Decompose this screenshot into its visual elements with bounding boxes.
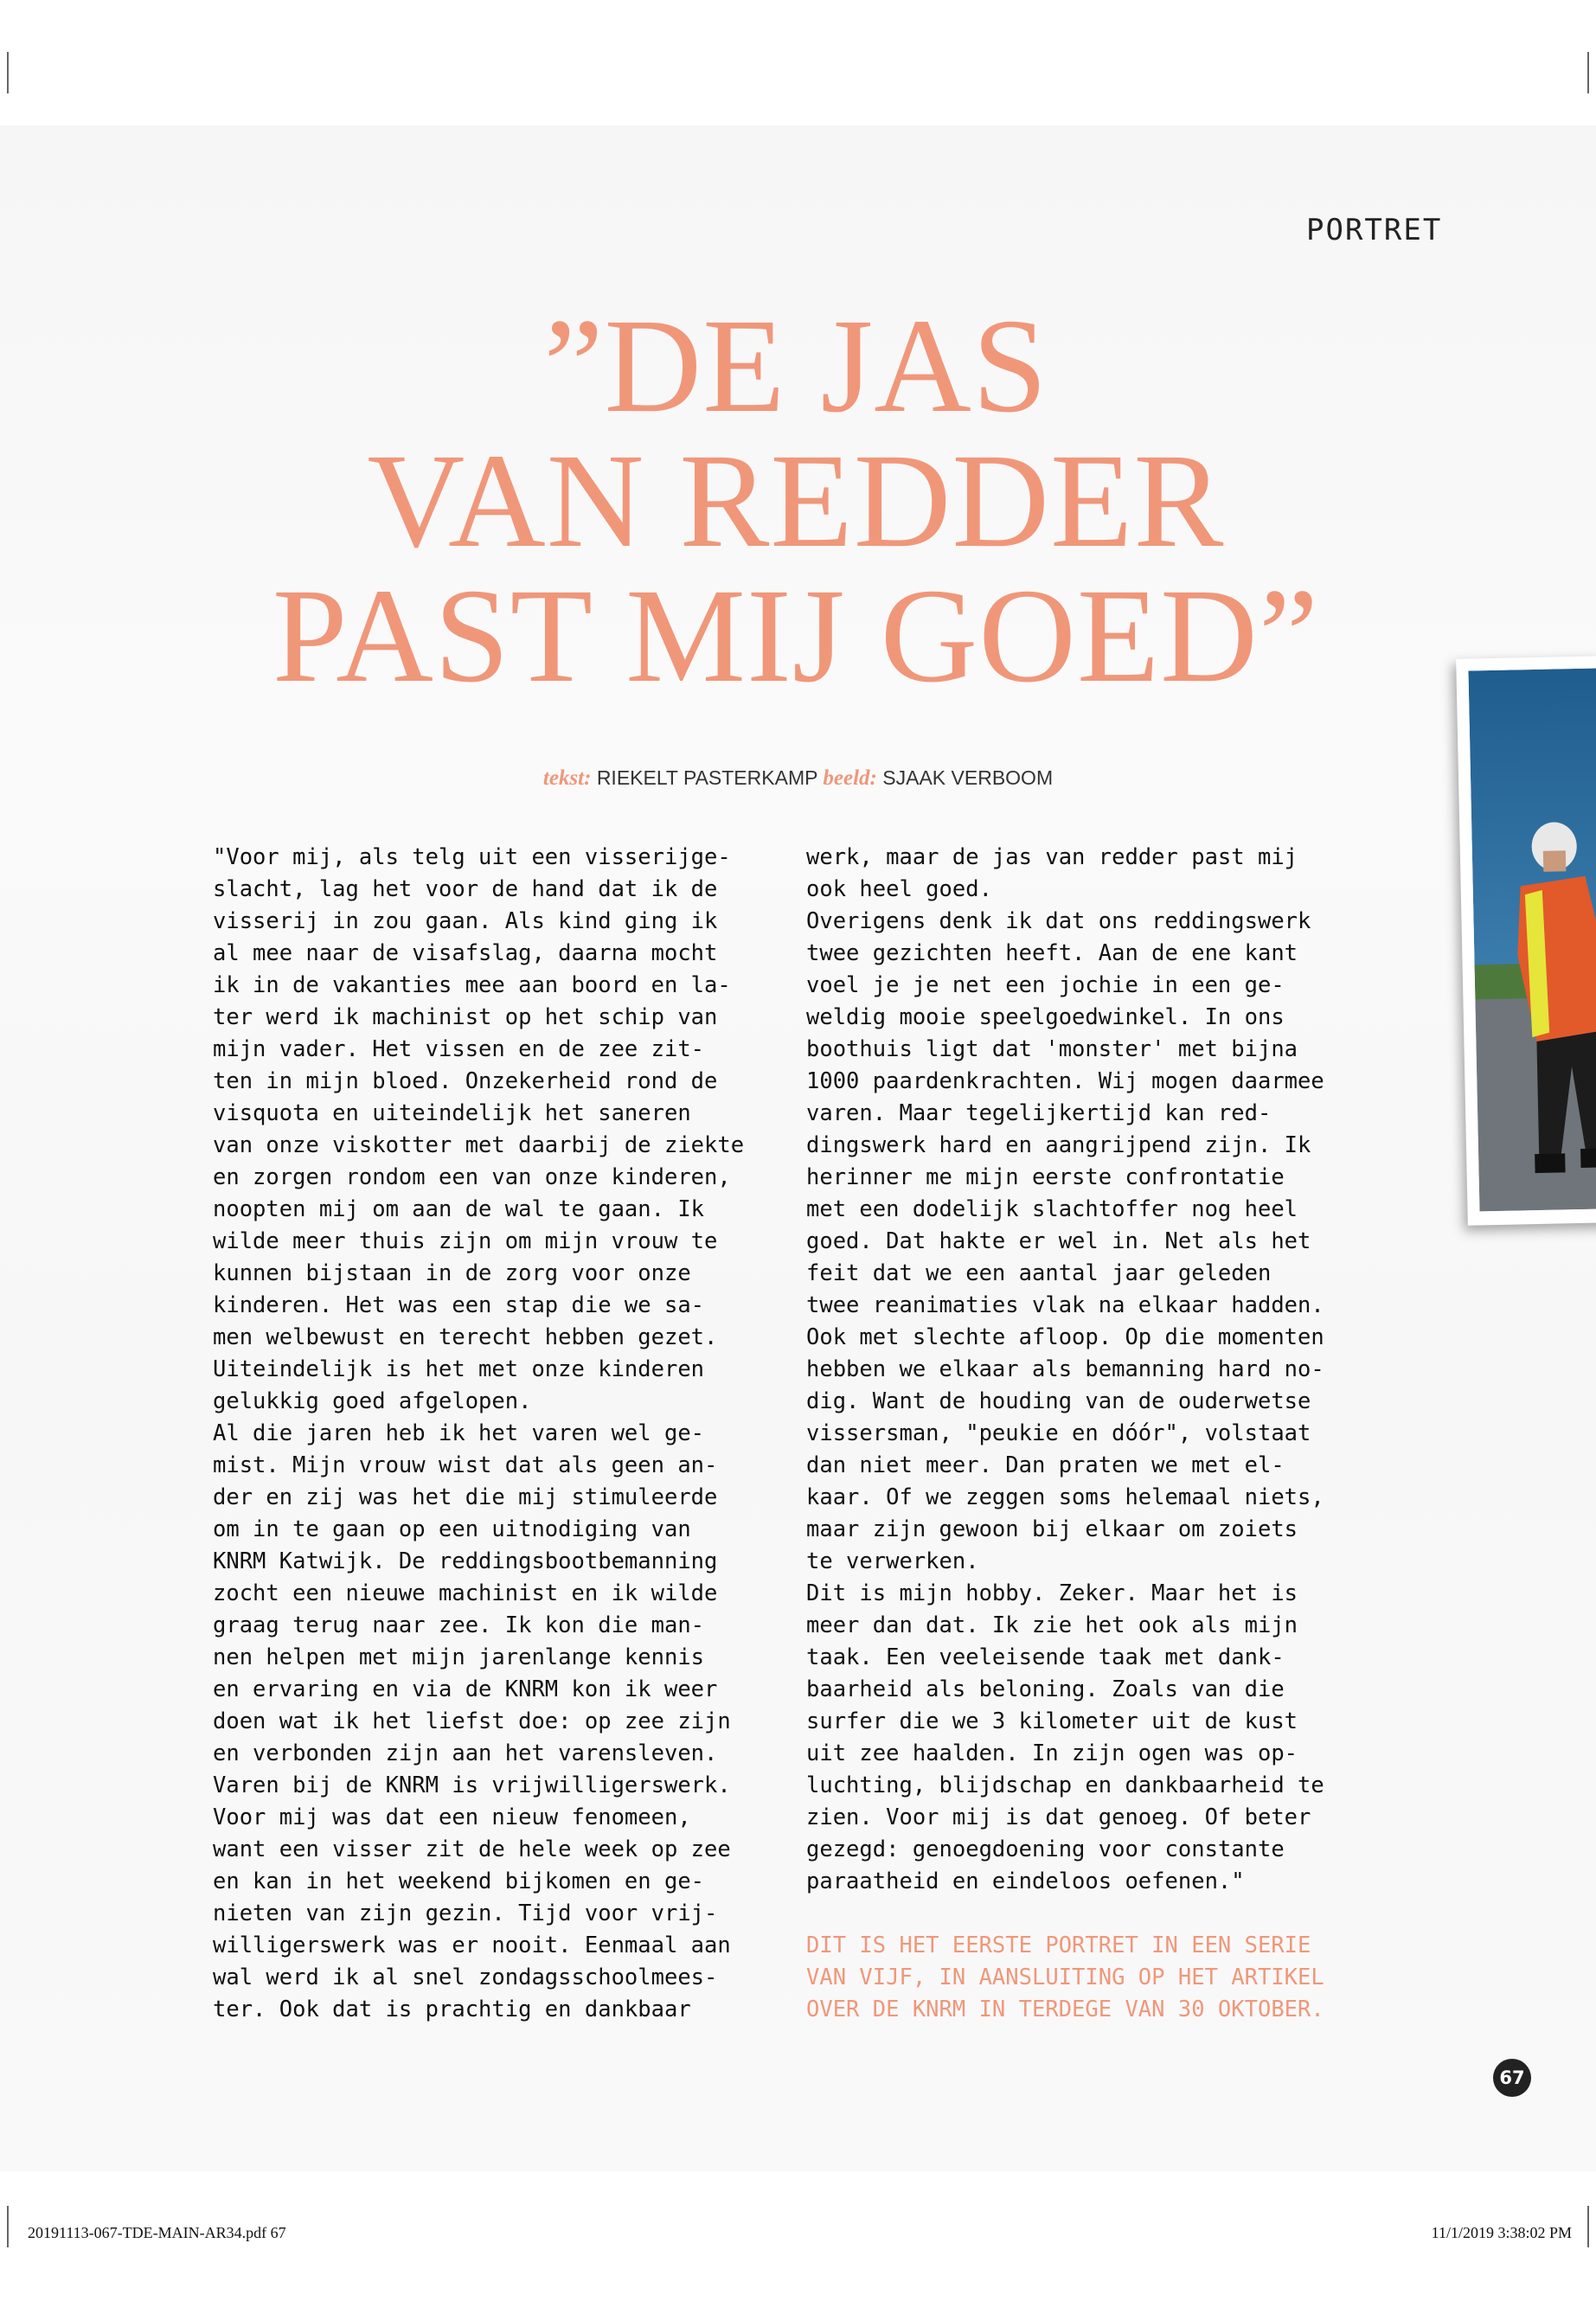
- body-column-right: [806, 842, 1324, 2026]
- text-line: en verbonden zijn aan het varensleven.: [213, 1740, 718, 1766]
- text-line: hebben we elkaar als bemanning hard no-: [806, 1356, 1324, 1382]
- crop-mark-bottom-left: [7, 2206, 9, 2247]
- text-line: Varen bij de KNRM is vrijwilligerswerk.: [213, 1772, 731, 1798]
- text-line: want een visser zit de hele week op zee: [213, 1836, 731, 1862]
- text-line: meer dan dat. Ik zie het ook als mijn: [806, 1612, 1298, 1638]
- page-number: 67: [1493, 2059, 1531, 2097]
- text-line: willigerswerk was er nooit. Eenmaal aan: [213, 1932, 731, 1958]
- text-line: zocht een nieuwe machinist en ik wilde: [213, 1580, 718, 1606]
- text-line: wilde meer thuis zijn om mijn vrouw te: [213, 1228, 718, 1254]
- crop-mark-top-left: [7, 52, 9, 93]
- text-line: surfer die we 3 kilometer uit de kust: [806, 1708, 1298, 1734]
- footer-filename: 20191113-067-TDE-MAIN-AR34.pdf 67: [28, 2224, 286, 2241]
- byline-photo-label: beeld:: [823, 766, 877, 790]
- text-line: en ervaring en via de KNRM kon ik weer: [213, 1676, 718, 1702]
- text-line: luchting, blijdschap en dankbaarheid te: [806, 1772, 1324, 1798]
- text-line: baarheid als beloning. Zoals van die: [806, 1676, 1285, 1702]
- text-line: graag terug naar zee. Ik kon die man-: [213, 1612, 705, 1638]
- crop-mark-top-right: [1587, 52, 1589, 93]
- text-line: 1000 paardenkrachten. Wij mogen daarmee: [806, 1068, 1324, 1094]
- text-line: Uiteindelijk is het met onze kinderen: [213, 1356, 705, 1382]
- text-line: Overigens denk ik dat ons reddingswerk: [806, 908, 1311, 934]
- text-line: DIT IS HET EERSTE PORTRET IN EEN SERIE: [806, 1932, 1311, 1958]
- text-line: nieten van zijn gezin. Tijd voor vrij-: [213, 1900, 718, 1926]
- text-line: boothuis ligt dat 'monster' met bijna: [806, 1036, 1298, 1062]
- text-line: kinderen. Het was een stap die we sa-: [213, 1292, 705, 1318]
- text-line: "Voor mij, als telg uit een visserijge-: [213, 844, 731, 870]
- footer-timestamp: 11/1/2019 3:38:02 PM: [1431, 2224, 1572, 2241]
- byline: [0, 766, 1596, 791]
- text-line: VAN VIJF, IN AANSLUITING OP HET ARTIKEL: [806, 1965, 1324, 1990]
- body-column-left: [213, 842, 744, 2026]
- text-line: Ook met slechte afloop. Op die momenten: [806, 1324, 1324, 1350]
- byline-text-label: tekst:: [542, 766, 592, 790]
- text-line: wal werd ik al snel zondagsschoolmees-: [213, 1965, 718, 1990]
- text-line: twee gezichten heeft. Aan de ene kant: [806, 940, 1298, 966]
- text-line: dingswerk hard en aangrijpend zijn. Ik: [806, 1132, 1311, 1158]
- crop-mark-bottom-right: [1587, 2206, 1589, 2247]
- text-line: twee reanimaties vlak na elkaar hadden.: [806, 1292, 1324, 1318]
- text-line: al mee naar de visafslag, daarna mocht: [213, 940, 718, 966]
- text-line: van onze viskotter met daarbij de ziekte: [213, 1132, 745, 1158]
- series-note: [806, 1930, 1324, 2026]
- rescuer-photo-image: [1468, 668, 1596, 1211]
- text-line: gezegd: genoegdoening voor constante: [806, 1836, 1285, 1862]
- text-line: doen wat ik het liefst doe: op zee zijn: [213, 1708, 731, 1734]
- text-line: om in te gaan op een uitnodiging van: [213, 1516, 691, 1542]
- text-line: visserij in zou gaan. Als kind ging ik: [213, 908, 718, 934]
- text-line: taak. Een veeleisende taak met dank-: [806, 1644, 1285, 1670]
- text-line: en kan in het weekend bijkomen en ge-: [213, 1868, 705, 1894]
- text-line: visquota en uiteindelijk het saneren: [213, 1100, 691, 1126]
- text-line: nen helpen met mijn jarenlange kennis: [213, 1644, 705, 1670]
- text-line: kunnen bijstaan in de zorg voor onze: [213, 1260, 691, 1286]
- text-line: maar zijn gewoon bij elkaar om zoiets: [806, 1516, 1298, 1542]
- text-line: ter. Ook dat is prachtig en dankbaar: [213, 1997, 691, 2022]
- text-line: herinner me mijn eerste confrontatie: [806, 1164, 1285, 1190]
- text-line: goed. Dat hakte er wel in. Net als het: [806, 1228, 1311, 1254]
- text-line: werk, maar de jas van redder past mij: [806, 844, 1298, 870]
- text-line: varen. Maar tegelijkertijd kan red-: [806, 1100, 1272, 1126]
- byline-photo-author: SJAAK VERBOOM: [882, 766, 1054, 789]
- text-line: zien. Voor mij is dat genoeg. Of beter: [806, 1804, 1311, 1830]
- text-line: dan niet meer. Dan praten we met el-: [806, 1452, 1285, 1478]
- title-line: PAST MIJ GOED”: [272, 561, 1320, 710]
- title-line: VAN REDDER: [367, 426, 1225, 575]
- article-title: [173, 291, 1419, 710]
- text-line: voel je je net een jochie in een ge-: [806, 972, 1285, 998]
- title-line: ”DE JAS: [543, 291, 1048, 440]
- photo-rescuer: [1456, 656, 1596, 1225]
- text-line: ik in de vakanties mee aan boord en la-: [213, 972, 731, 998]
- text-line: kaar. Of we zeggen soms helemaal niets,: [806, 1484, 1324, 1510]
- section-label: PORTRET: [1306, 213, 1443, 247]
- text-line: te verwerken.: [806, 1548, 979, 1574]
- text-line: ter werd ik machinist op het schip van: [213, 1004, 718, 1030]
- text-line: gelukkig goed afgelopen.: [213, 1388, 532, 1414]
- text-line: slacht, lag het voor de hand dat ik de: [213, 876, 718, 902]
- body-column-right-text: [806, 842, 1324, 1898]
- text-line: Al die jaren heb ik het varen wel ge-: [213, 1420, 705, 1446]
- text-line: mist. Mijn vrouw wist dat als geen an-: [213, 1452, 718, 1478]
- text-line: en zorgen rondom een van onze kinderen,: [213, 1164, 731, 1190]
- text-line: KNRM Katwijk. De reddingsbootbemanning: [213, 1548, 718, 1574]
- text-line: der en zij was het die mij stimuleerde: [213, 1484, 718, 1510]
- text-line: Voor mij was dat een nieuw fenomeen,: [213, 1804, 691, 1830]
- text-line: noopten mij om aan de wal te gaan. Ik: [213, 1196, 705, 1222]
- byline-text-author: RIEKELT PASTERKAMP: [596, 766, 818, 789]
- text-line: paraatheid en eindeloos oefenen.": [806, 1868, 1245, 1894]
- text-line: weldig mooie speelgoedwinkel. In ons: [806, 1004, 1285, 1030]
- text-line: Dit is mijn hobby. Zeker. Maar het is: [806, 1580, 1298, 1606]
- text-line: vissersman, "peukie en dóór", volstaat: [806, 1420, 1311, 1446]
- text-line: uit zee haalden. In zijn ogen was op-: [806, 1740, 1298, 1766]
- text-line: met een dodelijk slachtoffer nog heel: [806, 1196, 1298, 1222]
- text-line: mijn vader. Het vissen en de zee zit-: [213, 1036, 705, 1062]
- text-line: dig. Want de houding van de ouderwetse: [806, 1388, 1311, 1414]
- text-line: men welbewust en terecht hebben gezet.: [213, 1324, 718, 1350]
- text-line: ten in mijn bloed. Onzekerheid rond de: [213, 1068, 718, 1094]
- text-line: OVER DE KNRM IN TERDEGE VAN 30 OKTOBER.: [806, 1997, 1324, 2022]
- text-line: feit dat we een aantal jaar geleden: [806, 1260, 1272, 1286]
- text-line: ook heel goed.: [806, 876, 992, 902]
